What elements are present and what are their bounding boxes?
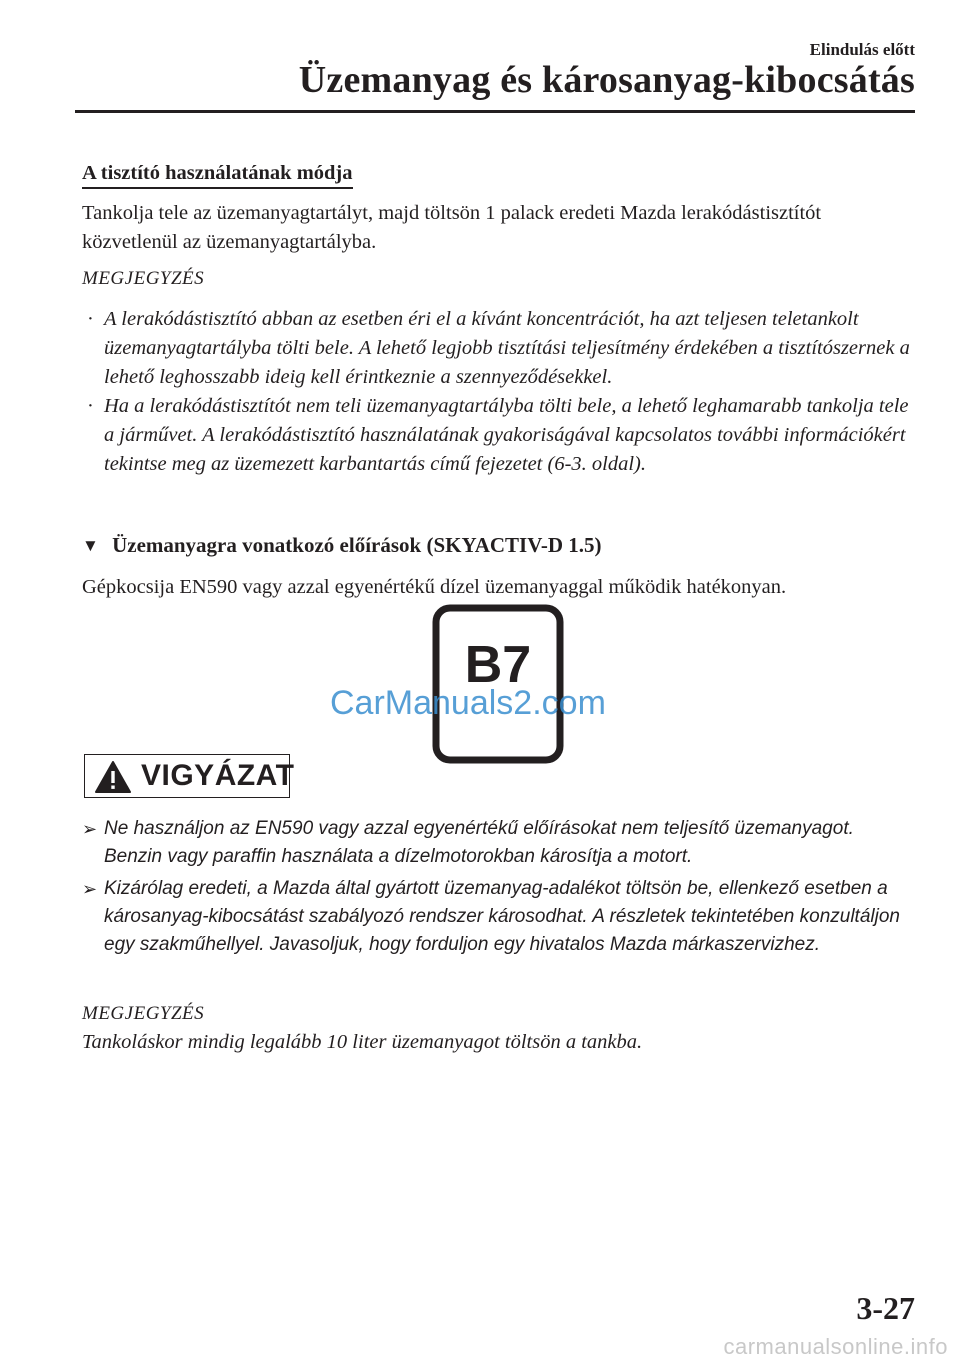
footer-url: carmanualsonline.info bbox=[723, 1334, 948, 1359]
note-item bbox=[82, 392, 912, 479]
bullet-icon: · bbox=[87, 308, 94, 330]
b7-label-text: B7 bbox=[464, 636, 532, 694]
caution-item bbox=[82, 875, 912, 959]
fuel-section-heading-text: Üzemanyagra vonatkozó előírások (SKYACTIV-D 1.5) bbox=[112, 533, 602, 557]
caution-item-text: Kizárólag eredeti, a Mazda által gyártott üzemanyag-adalékot töltsön be, ellenkező esetben a károsanyag-kibocsátást szabályozó rendszer károsodhat. A részletek tekintetében konzultáljon egy szakműhellyel. Javasoljuk, hogy forduljon egy hivatalos Mazda márkaszervizhez. bbox=[104, 878, 900, 955]
caution-item bbox=[82, 815, 912, 871]
section-header: Elindulás előtt bbox=[809, 40, 915, 59]
arrow-right-icon: ➢ bbox=[82, 879, 98, 899]
cleaner-heading bbox=[82, 162, 353, 189]
caution-item-text: Ne használjon az EN590 vagy azzal egyenértékű előírásokat nem teljesítő üzemanyagot. Benzin vagy paraffin használata a dízelmotorokban károsítja a motort. bbox=[104, 818, 854, 867]
note-item-text: A lerakódástisztító abban az esetben éri el a kívánt koncentrációt, ha azt teljesen teletankolt üzemanyagtartályba tölti bele. A lehető legjobb tisztítási teljesítmény érdekében a tisztítószernek a lehető leghosszabb ideig kell érintkeznie a szennyeződésekkel. bbox=[104, 308, 910, 388]
watermark: CarManuals2.com bbox=[330, 684, 606, 722]
note-list bbox=[82, 305, 912, 479]
fuel-section-heading bbox=[82, 533, 601, 558]
note-heading-2: MEGJEGYZÉS bbox=[82, 1003, 205, 1024]
caution-list bbox=[82, 815, 912, 963]
fuel-section-text: Gépkocsija EN590 vagy azzal egyenértékű dízel üzemanyaggal működik hatékonyan. bbox=[82, 576, 787, 598]
header-rule bbox=[75, 110, 915, 113]
bullet-icon: · bbox=[87, 395, 94, 417]
page-number: 3-27 bbox=[856, 1290, 915, 1326]
note-item bbox=[82, 305, 912, 392]
note-heading-1: MEGJEGYZÉS bbox=[82, 268, 205, 289]
cleaner-intro: Tankolja tele az üzemanyagtartályt, majd töltsön 1 palack eredeti Mazda lerakódástisztítót közvetlenül az üzemanyagtartályba. bbox=[82, 202, 822, 253]
arrow-right-icon: ➢ bbox=[82, 819, 98, 839]
final-note-text: Tankoláskor mindig legalább 10 liter üzemanyagot töltsön a tankba. bbox=[82, 1031, 643, 1053]
note-item-text: Ha a lerakódástisztítót nem teli üzemanyagtartályba tölti bele, a lehető leghamarabb tankolja tele a járművet. A lerakódástisztító használatának gyakoriságával kapcsolatos további információkért tekintse meg az üzemezett karbantartás című fejezetet (6-3. oldal). bbox=[104, 395, 909, 475]
page-title: Üzemanyag és károsanyag-kibocsátás bbox=[298, 59, 915, 101]
caution-box bbox=[84, 754, 295, 798]
cleaner-heading-text: A tisztító használatának módja bbox=[82, 162, 353, 189]
triangle-down-icon: ▼ bbox=[82, 536, 99, 555]
caution-label: VIGYÁZAT bbox=[141, 759, 295, 792]
warning-triangle-icon bbox=[94, 760, 132, 794]
